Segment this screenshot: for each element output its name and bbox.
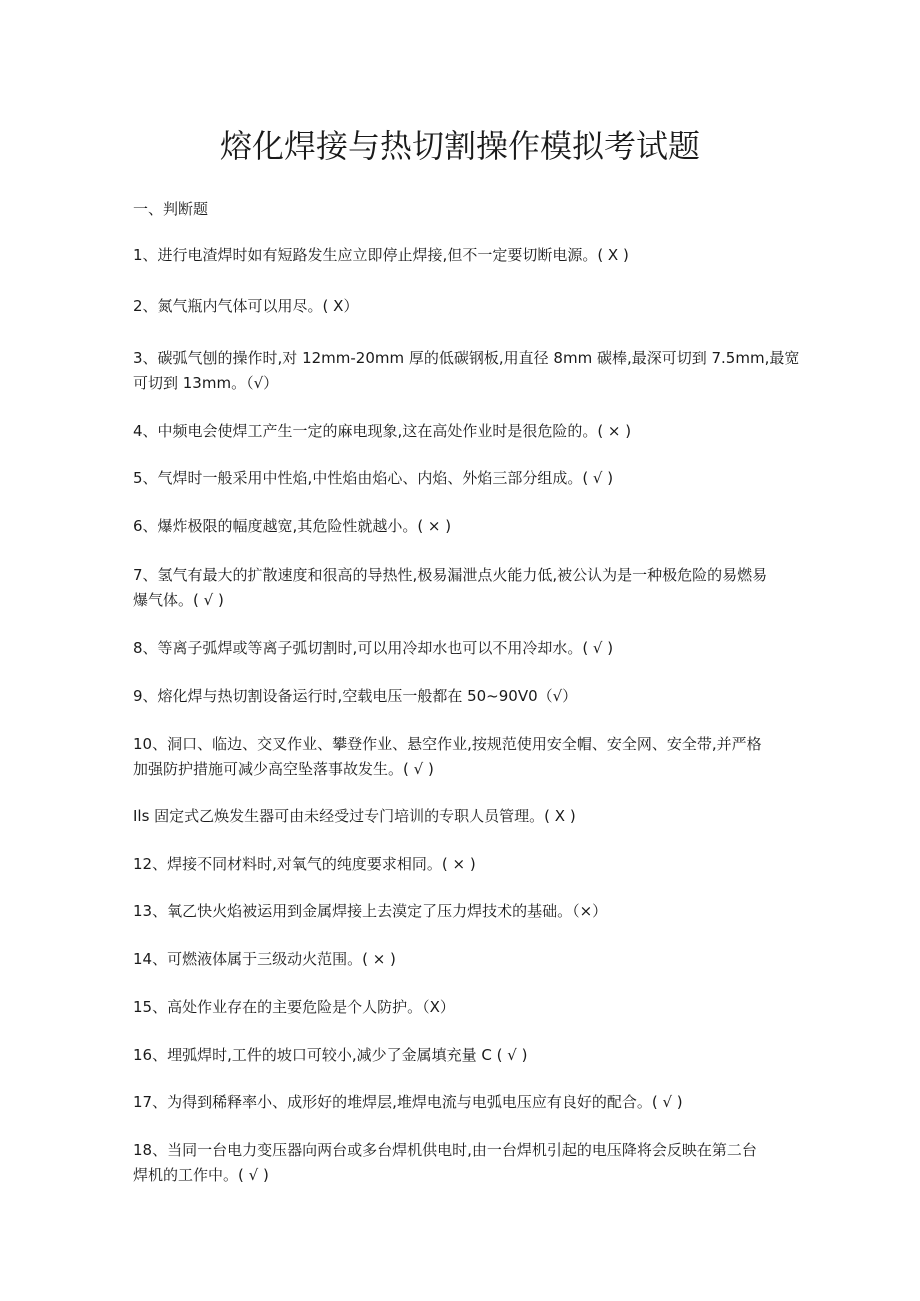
question-item [133,243,788,268]
question-text: 4、中频电会使焊工产生一定的麻电现象,这在高处作业时是很危险的。( × ) [133,422,632,440]
question-item [133,1090,788,1115]
question-item [133,466,788,491]
question-item [133,1138,788,1188]
question-item [133,995,788,1020]
question-item [133,852,788,877]
question-text: 焊机的工作中。( √ ) [133,1166,269,1184]
question-text: 16、埋弧焊时,工件的坡口可较小,减少了金属填充量 C ( √ ) [133,1046,528,1064]
question-item [133,899,788,924]
question-text: 2、氮气瓶内气体可以用尽。( X） [133,297,359,315]
question-text: 9、熔化焊与热切割设备运行时,空载电压一般都在 50~90V0（√） [133,687,578,705]
question-text: 15、高处作业存在的主要危险是个人防护。（X） [133,998,455,1016]
question-text: 18、当同一台电力变压器向两台或多台焊机供电时,由一台焊机引起的电压降将会反映在第二台 [133,1141,757,1159]
question-item [133,514,788,539]
question-item [133,419,788,444]
question-text: 7、氢气有最大的扩散速度和很高的导热性,极易漏泄点火能力低,被公认为是一种极危险的易燃易 [133,566,768,584]
question-item [133,947,788,972]
document-title: 熔化焊接与热切割操作模拟考试题 [219,127,700,165]
question-item [133,1043,788,1068]
question-item [133,636,788,661]
question-text: 爆气体。( √ ) [133,591,224,609]
question-text: 可切到 13mm。（√） [133,374,279,392]
question-text: 5、气焊时一般采用中性焰,中性焰由焰心、内焰、外焰三部分组成。( √ ) [133,469,614,487]
question-text: 14、可燃液体属于三级动火范围。( × ) [133,950,396,968]
question-text: 8、等离子弧焊或等离子弧切割时,可以用冷却水也可以不用冷却水。( √ ) [133,639,614,657]
question-text: 12、焊接不同材料时,对氧气的纯度要求相同。( × ) [133,855,476,873]
question-item [133,804,788,829]
question-text: 13、氧乙快火焰被运用到金属焊接上去漠定了压力焊技术的基础。（×） [133,902,608,920]
question-text: 加强防护措施可减少高空坠落事故发生。( √ ) [133,760,434,778]
question-text: 6、爆炸极限的幅度越宽,其危险性就越小。( × ) [133,517,452,535]
question-text: 10、洞口、临边、交叉作业、攀登作业、悬空作业,按规范使用安全帽、安全网、安全带,并严格 [133,735,762,753]
question-item [133,346,800,396]
question-text: 3、碳弧气刨的操作时,对 12mm-20mm 厚的低碳钢板,用直径 8mm 碳棒,最深可切到 7.5mm,最宽 [133,349,800,367]
question-item [133,684,788,709]
section-heading: 一、判断题 [133,200,209,218]
question-text: Ils 固定式乙焕发生器可由未经受过专门培训的专职人员管理。( X ) [133,807,576,825]
question-item [133,563,788,613]
question-text: 1、进行电渣焊时如有短路发生应立即停止焊接,但不一定要切断电源。( X ) [133,246,629,264]
question-text: 17、为得到稀释率小、成形好的堆焊层,堆焊电流与电弧电压应有良好的配合。( √ ) [133,1093,683,1111]
question-item [133,294,788,319]
question-item [133,732,788,782]
